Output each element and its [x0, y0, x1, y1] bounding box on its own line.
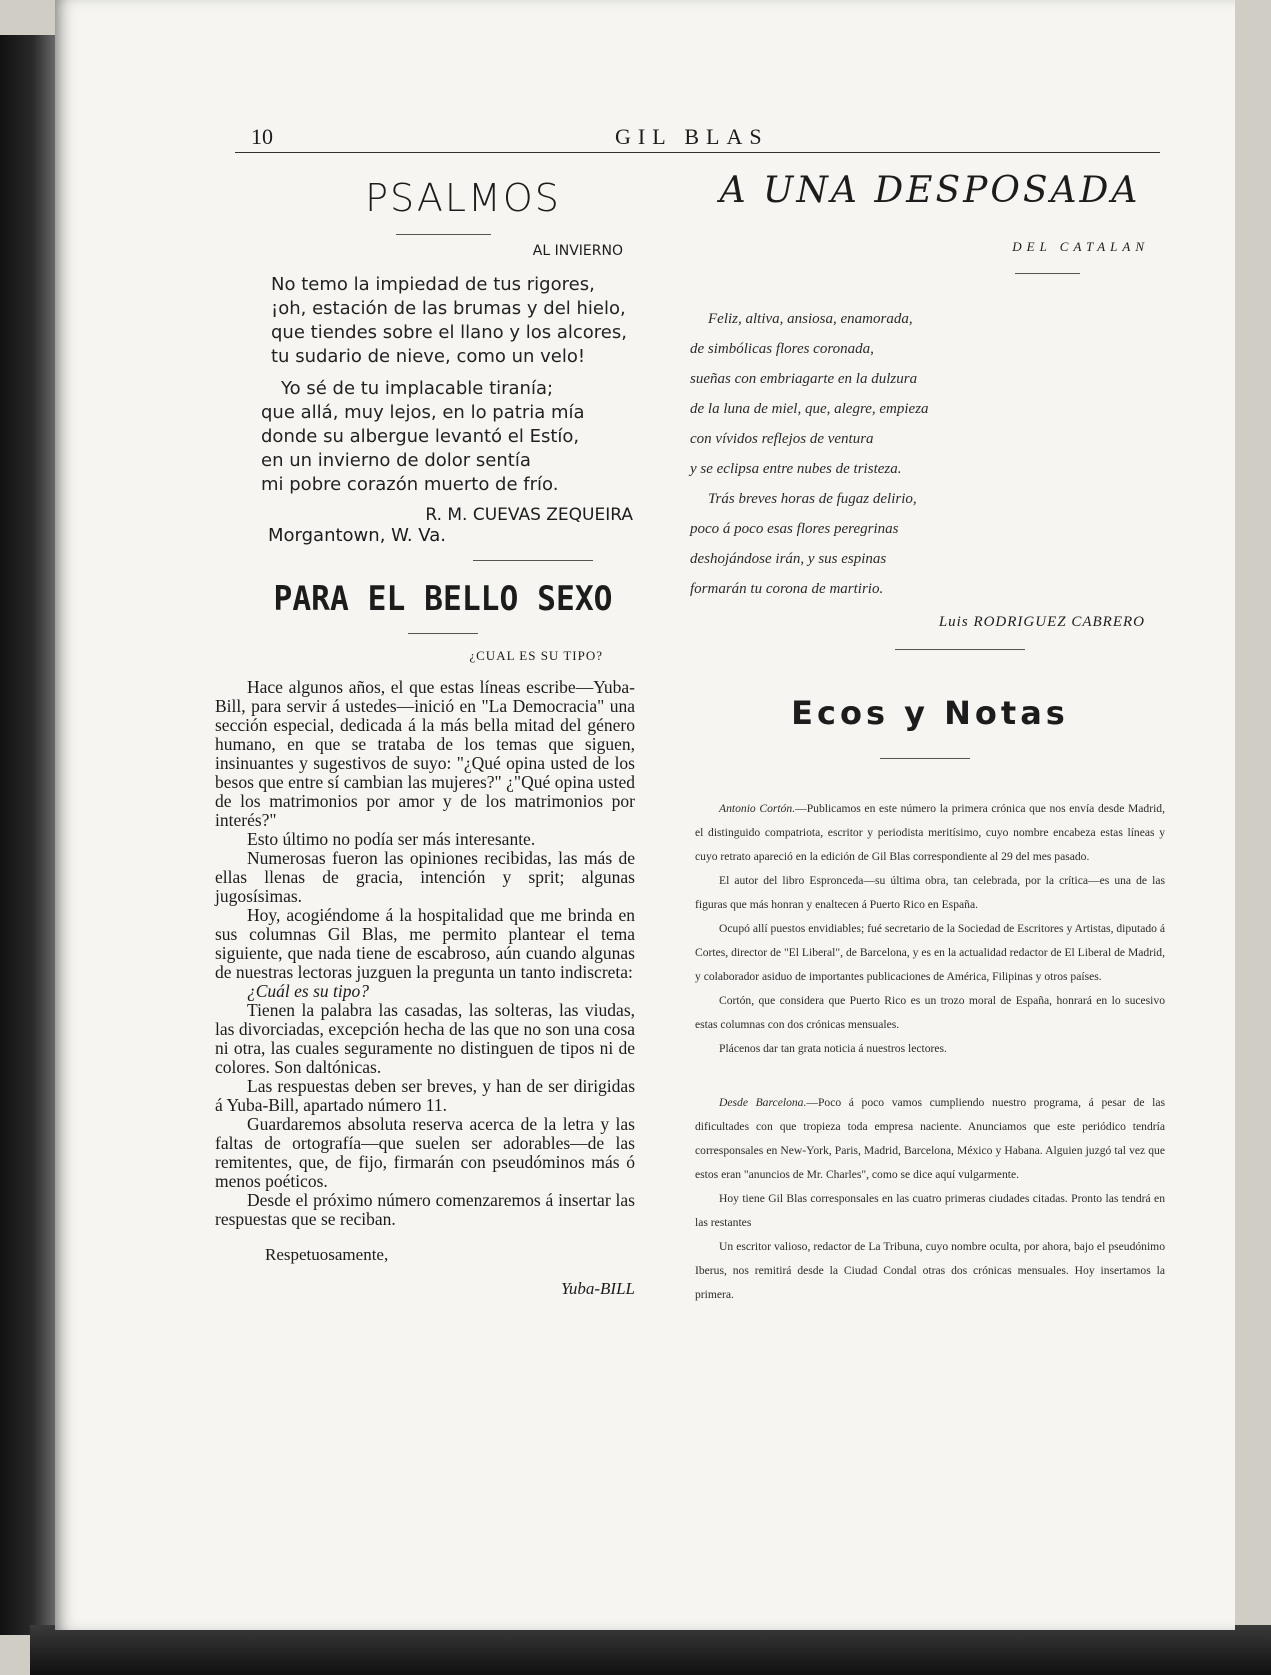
desposada-subtitle: DEL CATALAN: [1012, 239, 1149, 254]
poem-line: ¡oh, estación de las brumas y del hielo,: [271, 298, 626, 319]
poem-line: tu sudario de nieve, como un velo!: [271, 346, 586, 367]
divider: [1015, 273, 1080, 274]
closing: Respetuosamente,: [265, 1245, 389, 1264]
poem-line: Feliz, altiva, ansiosa, enamorada,: [708, 311, 913, 327]
note-lead: Antonio Cortón.: [719, 802, 796, 815]
poem-line: con vívidos reflejos de ventura: [690, 431, 874, 447]
poem-line: que tiendes sobre el llano y los alcores,: [271, 322, 627, 343]
question-line: ¿Cuál es su tipo?: [247, 981, 370, 1001]
paragraph: Desde el próximo número comenzaremos á insertar las respuestas que se reciban.: [215, 1190, 635, 1229]
note: Hoy tiene Gil Blas corresponsales en las cuatro primeras ciudades citadas. Pronto las tendrá en las restantes: [695, 1192, 1165, 1229]
bello-subtitle: ¿CUAL ES SU TIPO?: [469, 648, 603, 663]
psalmos-subtitle: AL INVIERNO: [532, 243, 623, 259]
poem-line: No temo la impiedad de tus rigores,: [271, 274, 595, 295]
psalmos-place: Morgantown, W. Va.: [268, 525, 446, 546]
left-column: [215, 170, 663, 1298]
ecos-title: Ecos y Notas: [791, 694, 1069, 732]
paragraph: Esto último no podía ser más interesante.: [247, 829, 536, 849]
bello-article: [215, 678, 635, 1229]
paragraph: Hace algunos años, el que estas líneas escribe—Yuba-Bill, para servir á ustedes—inició en "La Democracia" una sección especial, dedicada á la más bella mitad del género humano, en que se trataba de los temas que siguen, insinuantes y sugestivos de suyo: "¿Qué opina usted de los besos que entre sí cambian las mujeres?" ¿"Qué opina usted de los matrimonios por amor y de los matrimonios por interés?": [215, 677, 635, 830]
desposada-title: A UNA DESPOSADA: [719, 170, 1141, 211]
note: [695, 1091, 1165, 1187]
psalmos-title: PSALMOS: [365, 176, 561, 220]
right-column: [690, 170, 1165, 1307]
newspaper-page: [55, 0, 1235, 1630]
ecos-notes: [695, 797, 1165, 1307]
signature: Yuba-BILL: [560, 1279, 635, 1298]
paragraph: Tienen la palabra las casadas, las solteras, las viudas, las divorciadas, excepción hecha de las que no son una cosa ni otra, las cuales seguramente no distinguen de tipos ni de colores. Son daltónicas.: [215, 1000, 635, 1077]
note-text: —Poco á poco vamos cumpliendo nuestro programa, á pesar de las dificultades con que tropieza toda empresa naciente. Anunciamos que este periódico tendría corresponsales en New-York, Paris, Madrid, Barcelona, México y Habana. Alguien juzgó tal vez que estos eran "anuncios de Mr. Charles", como se dice aquí vulgarmente.: [695, 1096, 1165, 1181]
poem-line: Yo sé de tu implacable tiranía;: [281, 378, 554, 399]
psalmos-author: R. M. CUEVAS ZEQUEIRA: [425, 505, 633, 525]
bello-title: PARA EL BELLO SEXO: [273, 579, 613, 619]
poem-line: mi pobre corazón muerto de frío.: [261, 474, 559, 495]
poem-line: formarán tu corona de martirio.: [690, 581, 884, 597]
poem-line: de simbólicas flores coronada,: [690, 341, 874, 357]
poem-line: deshojándose irán, y sus espinas: [690, 551, 887, 567]
psalmos-poem: [223, 273, 663, 497]
note-text: —Publicamos en este número la primera crónica que nos envía desde Madrid, el distinguido compatriota, escritor y periodista meritísimo, cuyo nombre encabeza estas líneas y cuyo retrato apareció en la edición de Gil Blas correspondiente al 29 del mes pasado.: [695, 802, 1165, 863]
bottom-shadow: [30, 1625, 1271, 1675]
note: El autor del libro Espronceda—su última obra, tan celebrada, por la crítica—es una de las figuras que más honran y enaltecen á Puerto Rico en España.: [695, 874, 1165, 911]
divider: [880, 758, 970, 759]
poem-line: Trás breves horas de fugaz delirio,: [708, 491, 917, 507]
page-number: 10: [251, 124, 273, 149]
note: Ocupó allí puestos envidiables; fué secretario de la Sociedad de Escritores y Artistas, diputado á Cortes, director de "El Liberal", de Barcelona, y es en la actualidad redactor de El Liberal de Madrid, y colaborador asiduo de importantes publicaciones de América, Filipinas y otros países.: [695, 922, 1165, 983]
divider: [408, 633, 478, 634]
desposada-author: Luis RODRIGUEZ CABRERO: [938, 614, 1145, 630]
paragraph: Guardaremos absoluta reserva acerca de la letra y las faltas de ortografía—que suelen ser adorables—de las remitentes, que, de fijo, firmarán con pseudóminos más ó menos poéticos.: [215, 1114, 635, 1191]
paragraph: Las respuestas deben ser breves, y han de ser dirigidas á Yuba-Bill, apartado número 11.: [215, 1076, 635, 1115]
binding-shadow: [0, 35, 60, 1635]
note: [695, 797, 1165, 869]
paragraph: Numerosas fueron las opiniones recibidas, las más de ellas llenas de gracia, intención y sprit; algunas jugosísimas.: [215, 848, 635, 906]
poem-line: en un invierno de dolor sentía: [261, 450, 531, 471]
poem-line: donde su albergue levantó el Estío,: [261, 426, 580, 447]
poem-line: poco á poco esas flores peregrinas: [690, 521, 899, 537]
spacer: [695, 1061, 1165, 1091]
divider: [396, 234, 491, 235]
note: Cortón, que considera que Puerto Rico es un trozo moral de España, honrará en lo sucesivo estas columnas con dos crónicas mensuales.: [695, 994, 1165, 1031]
divider: [473, 560, 593, 561]
note-lead: Desde Barcelona.: [719, 1096, 807, 1109]
divider: [895, 649, 1025, 650]
note: Un escritor valioso, redactor de La Tribuna, cuyo nombre oculta, por ahora, bajo el pseudónimo Iberus, nos remitirá desde la Ciudad Condal otras dos crónicas mensuales. Hoy insertamos la primera.: [695, 1240, 1165, 1301]
poem-line: que allá, muy lejos, en lo patria mía: [261, 402, 585, 423]
bello-signoff: [215, 1245, 635, 1298]
stanza: [271, 273, 663, 369]
stanza: [261, 377, 663, 497]
poem-line: y se eclipsa entre nubes de tristeza.: [690, 461, 902, 477]
desposada-poem: [690, 304, 1165, 604]
header-rule: [235, 152, 1160, 153]
poem-line: sueñas con embriagarte en la dulzura: [690, 371, 918, 387]
poem-line: de la luna de miel, que, alegre, empieza: [690, 401, 929, 417]
journal-title: GIL BLAS: [615, 124, 769, 149]
paragraph: Hoy, acogiéndome á la hospitalidad que me brinda en sus columnas Gil Blas, me permito plantear el tema siguiente, que nada tiene de escabroso, aún cuando algunas de nuestras lectoras juzguen la pregunta un tanto indiscreta:: [215, 905, 635, 982]
note: Plácenos dar tan grata noticia á nuestros lectores.: [719, 1042, 947, 1055]
